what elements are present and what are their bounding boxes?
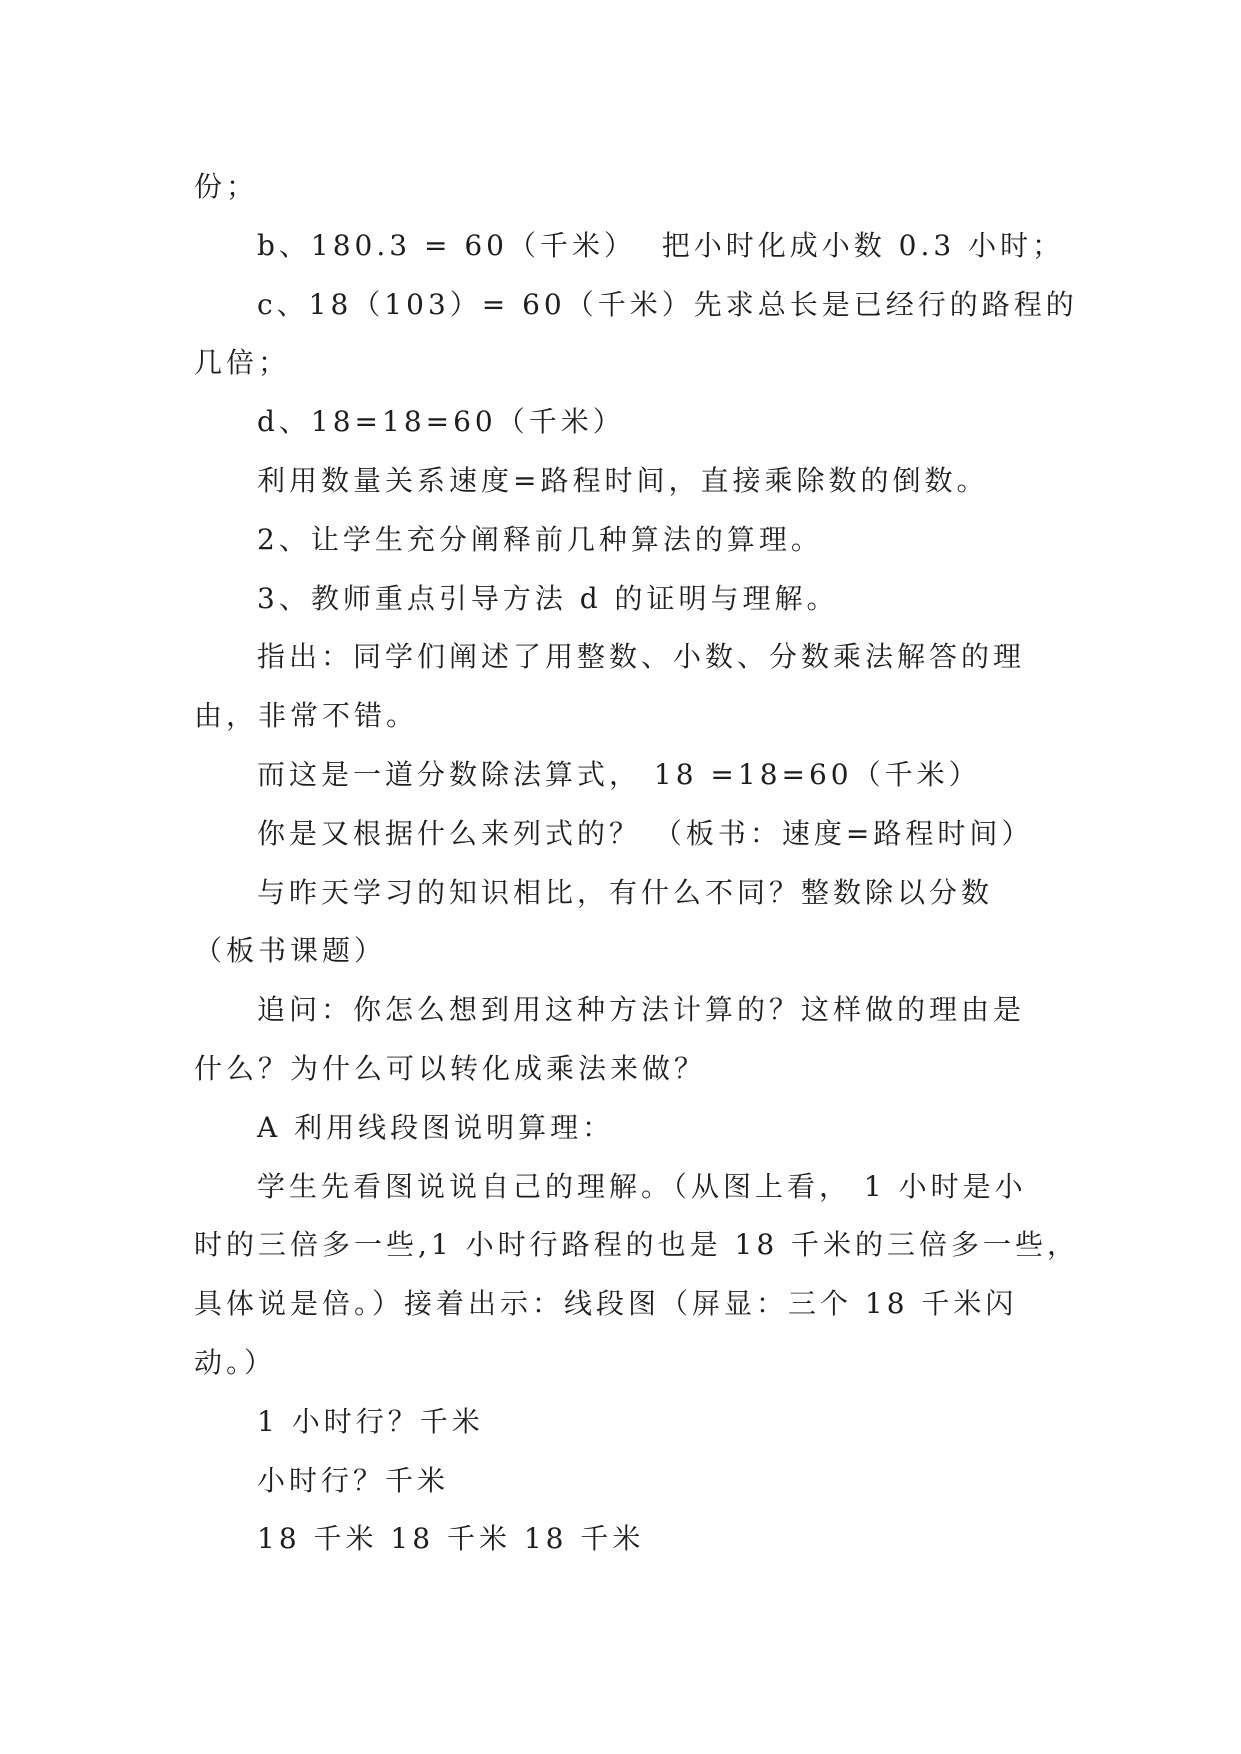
text-line: 份； xyxy=(194,170,259,203)
text-line: 与昨天学习的知识相比，有什么不同？整数除以分数 xyxy=(257,875,994,909)
text-line: 利用数量关系速度=路程时间，直接乘除数的倒数。 xyxy=(257,463,989,497)
text-line: 2、让学生充分阐释前几种算法的算理。 xyxy=(257,522,823,556)
text-line: 时的三倍多一些,1 小时行路程的也是 18 千米的三倍多一些， xyxy=(194,1228,1080,1262)
text-line: 3、教师重点引导方法 d 的证明与理解。 xyxy=(257,581,839,615)
text-line: 由，非常不错。 xyxy=(194,699,419,733)
text-line: 小时行？千米 xyxy=(257,1463,450,1497)
text-line: 而这是一道分数除法算式， 18 =18=60（千米） xyxy=(257,757,981,791)
page-body xyxy=(0,158,1241,1569)
text-line: 你是又根据什么来列式的？ （板书：速度=路程时间） xyxy=(257,816,1034,850)
text-line: 1 小时行？千米 xyxy=(257,1404,484,1438)
text-line: 具体说是倍。）接着出示：线段图（屏显：三个 18 千米闪 xyxy=(194,1287,1018,1321)
text-line: 动。） xyxy=(194,1345,277,1379)
text-line: d、18=18=60（千米） xyxy=(257,405,625,439)
text-line: 什么？为什么可以转化成乘法来做？ xyxy=(194,1051,707,1085)
text-line: 追问：你怎么想到用这种方法计算的？这样做的理由是 xyxy=(257,993,1026,1027)
text-line: b、180.3 = 60（千米） 把小时化成小数 0.3 小时； xyxy=(257,228,1065,262)
text-line: 18 千米 18 千米 18 千米 xyxy=(257,1522,645,1556)
text-line: 指出：同学们阐述了用整数、小数、分数乘法解答的理 xyxy=(257,640,1026,674)
text-line: 几倍； xyxy=(194,346,291,380)
text-line: （板书课题） xyxy=(194,934,387,968)
text-line: c、18（103）= 60（千米）先求总长是已经行的路程的 xyxy=(257,287,1078,321)
text-line: 学生先看图说说自己的理解。（从图上看， 1 小时是小 xyxy=(257,1169,1027,1203)
text-line: A 利用线段图说明算理： xyxy=(257,1110,615,1144)
